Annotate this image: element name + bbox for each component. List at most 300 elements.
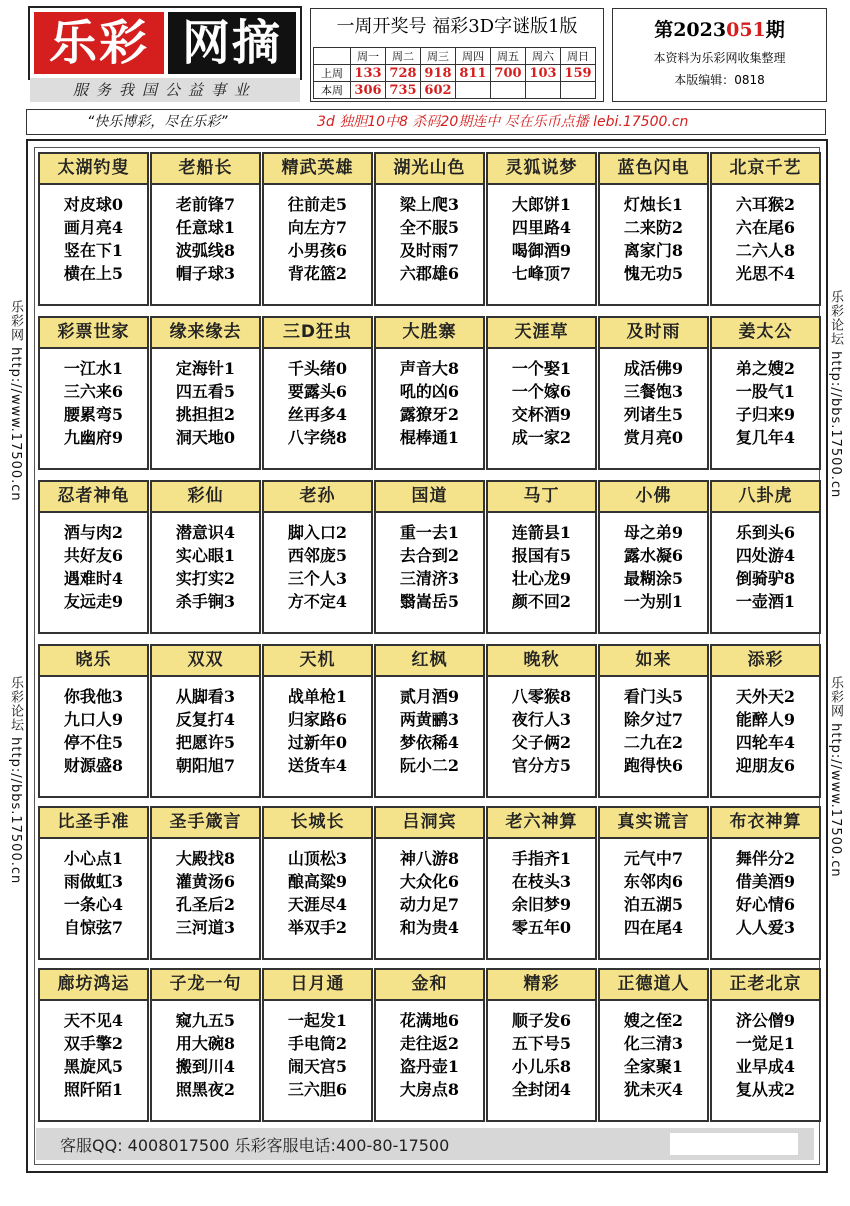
- editor-note: 本版编辑：0818: [674, 73, 765, 87]
- puzzle-line: 犹未灭4: [623, 1080, 684, 1099]
- puzzle-card: [598, 152, 709, 306]
- puzzle-line: 横在上5: [63, 264, 124, 283]
- puzzle-card: [710, 152, 821, 306]
- puzzle-line: 官分方5: [511, 756, 572, 775]
- draw-number: 103: [526, 65, 561, 82]
- puzzle-card-title: 老六神算: [488, 808, 595, 839]
- puzzle-line: 二六人8: [735, 241, 796, 260]
- puzzle-line: 颜不回2: [511, 592, 572, 611]
- collect-note: 本资料为乐彩网收集整理: [653, 51, 786, 65]
- puzzle-line: 反复打4: [175, 710, 236, 729]
- puzzle-line: 济公僧9: [735, 1011, 796, 1030]
- puzzle-line: 九口人9: [63, 710, 124, 729]
- puzzle-card-title: 大胜寨: [376, 318, 483, 349]
- puzzle-line: 大殿找8: [175, 849, 236, 868]
- puzzle-card-title: 晓乐: [40, 646, 147, 677]
- puzzle-card-title: 北京千艺: [712, 154, 819, 185]
- puzzle-line: 灌黄汤6: [175, 872, 236, 891]
- puzzle-line: 往前走5: [287, 195, 348, 214]
- puzzle-line: 神八游8: [399, 849, 460, 868]
- puzzle-line: 借美酒9: [735, 872, 796, 891]
- puzzle-card: [486, 152, 597, 306]
- puzzle-line: 四里路4: [511, 218, 572, 237]
- weekly-draw-title: 一周开奖号 福彩3D字谜版1版: [336, 16, 578, 37]
- puzzle-line: 复几年4: [735, 428, 796, 447]
- puzzle-line: 双手擎2: [63, 1034, 124, 1053]
- puzzle-line: 一壶酒1: [735, 592, 796, 611]
- weekly-draw-box: [310, 8, 604, 102]
- puzzle-line: 六郡雄6: [399, 264, 460, 283]
- puzzle-line: 自惊弦7: [63, 918, 124, 937]
- puzzle-line: 手电筒2: [287, 1034, 348, 1053]
- puzzle-line: 露獠牙2: [399, 405, 460, 424]
- puzzle-line: 倒骑驴8: [735, 569, 796, 588]
- puzzle-card-title: 八卦虎: [712, 482, 819, 513]
- puzzle-line: 西邻庞5: [287, 546, 348, 565]
- puzzle-line: 共好友6: [63, 546, 124, 565]
- puzzle-card-title: 真实谎言: [600, 808, 707, 839]
- puzzle-card-lines: [600, 185, 707, 285]
- puzzle-line: 六在尾6: [735, 218, 796, 237]
- puzzle-line: 全封闭4: [511, 1080, 572, 1099]
- puzzle-line: 成活佛9: [623, 359, 684, 378]
- puzzle-card-lines: [40, 185, 147, 285]
- puzzle-line: 小男孩6: [287, 241, 348, 260]
- puzzle-card: [710, 806, 821, 960]
- puzzle-line: 弟之嫂2: [735, 359, 796, 378]
- puzzle-line: 天不见4: [63, 1011, 124, 1030]
- puzzle-line: 方不定4: [287, 592, 348, 611]
- draw-number: 728: [386, 65, 421, 82]
- puzzle-line: 手指齐1: [511, 849, 572, 868]
- puzzle-line: 元气中7: [623, 849, 684, 868]
- puzzle-line: 千头绪0: [287, 359, 348, 378]
- puzzle-card-lines: [264, 185, 371, 285]
- puzzle-card-lines: [264, 349, 371, 449]
- puzzle-card-title: 天机: [264, 646, 371, 677]
- puzzle-card-lines: [712, 349, 819, 449]
- puzzle-line: 搬到川4: [175, 1057, 236, 1076]
- puzzle-line: 天涯尽4: [287, 895, 348, 914]
- puzzle-card-title: 正老北京: [712, 970, 819, 1001]
- puzzle-line: 舞伴分2: [735, 849, 796, 868]
- puzzle-line: 战单枪1: [287, 687, 348, 706]
- puzzle-card-lines: [376, 1001, 483, 1101]
- footer-contact: 客服QQ: 4008017500 乐彩客服电话:400-80-17500: [60, 1136, 450, 1155]
- puzzle-card-title: 姜太公: [712, 318, 819, 349]
- puzzle-card: [710, 968, 821, 1122]
- puzzle-line: 盗丹壶1: [399, 1057, 460, 1076]
- puzzle-line: 父子俩2: [511, 733, 572, 752]
- puzzle-line: 及时雨7: [399, 241, 460, 260]
- puzzle-line: 丝再多4: [287, 405, 348, 424]
- puzzle-card-title: 彩票世家: [40, 318, 147, 349]
- puzzle-line: 声音大8: [399, 359, 460, 378]
- puzzle-card-title: 如来: [600, 646, 707, 677]
- draw-number: 306: [351, 82, 386, 99]
- puzzle-line: 大房点8: [399, 1080, 460, 1099]
- puzzle-card-lines: [152, 1001, 259, 1101]
- puzzle-card: [598, 968, 709, 1122]
- puzzle-line: 最糊涂5: [623, 569, 684, 588]
- puzzle-line: 夜行人3: [511, 710, 572, 729]
- puzzle-line: 三清济3: [399, 569, 460, 588]
- puzzle-card: [262, 968, 373, 1122]
- day-header: 周二: [386, 48, 421, 65]
- issue-num: 051: [726, 19, 766, 41]
- puzzle-line: 重一去1: [399, 523, 460, 542]
- side-text-right-bottom: 乐彩网 http://www.17500.cn: [828, 676, 843, 878]
- puzzle-line: 雨做虹3: [63, 872, 124, 891]
- puzzle-line: 送货车4: [287, 756, 348, 775]
- puzzle-line: 腰累弯5: [63, 405, 124, 424]
- puzzle-card-lines: [40, 349, 147, 449]
- puzzle-card-title: 蓝色闪电: [600, 154, 707, 185]
- puzzle-line: 窥九五5: [175, 1011, 236, 1030]
- puzzle-card: [150, 806, 261, 960]
- issue-number: [613, 15, 826, 42]
- puzzle-card: [486, 968, 597, 1122]
- puzzle-line: 看门头5: [623, 687, 684, 706]
- puzzle-card-title: 日月通: [264, 970, 371, 1001]
- puzzle-line: 阮小二2: [399, 756, 460, 775]
- puzzle-card-title: 湖光山色: [376, 154, 483, 185]
- issue-box: [612, 8, 827, 102]
- puzzle-card-lines: [600, 513, 707, 613]
- puzzle-card-title: 精武英雄: [264, 154, 371, 185]
- puzzle-card: [486, 806, 597, 960]
- puzzle-line: 孔圣后2: [175, 895, 236, 914]
- puzzle-card-title: 红枫: [376, 646, 483, 677]
- puzzle-card: [374, 152, 485, 306]
- puzzle-line: 全不服5: [399, 218, 460, 237]
- weekly-draw-table: [313, 47, 596, 99]
- puzzle-line: 照阡陌1: [63, 1080, 124, 1099]
- puzzle-line: 画月亮4: [63, 218, 124, 237]
- puzzle-card-lines: [600, 677, 707, 777]
- puzzle-line: 一起发1: [287, 1011, 348, 1030]
- puzzle-line: 脚入口2: [287, 523, 348, 542]
- puzzle-line: 要露头6: [287, 382, 348, 401]
- draw-number: 700: [491, 65, 526, 82]
- puzzle-line: 把愿许5: [175, 733, 236, 752]
- banner-motto: “快乐博彩，尽在乐彩”: [87, 114, 228, 130]
- puzzle-line: 杀手锏3: [175, 592, 236, 611]
- puzzle-card: [38, 644, 149, 798]
- puzzle-line: 大郎饼1: [511, 195, 572, 214]
- puzzle-card-lines: [40, 513, 147, 613]
- issue-prefix: 第2023: [654, 19, 727, 41]
- side-text-right-top: 乐彩论坛 http://bbs.17500.cn: [828, 290, 843, 499]
- puzzle-line: 酿高粱9: [287, 872, 348, 891]
- puzzle-line: 老前锋7: [175, 195, 236, 214]
- puzzle-card: [150, 480, 261, 634]
- puzzle-line: 全家聚1: [623, 1057, 684, 1076]
- puzzle-line: 大众化6: [399, 872, 460, 891]
- puzzle-line: 四处游4: [735, 546, 796, 565]
- puzzle-card-title: 圣手箴言: [152, 808, 259, 839]
- puzzle-line: 八零猴8: [511, 687, 572, 706]
- puzzle-card-title: 小佛: [600, 482, 707, 513]
- puzzle-line: 一条心4: [63, 895, 124, 914]
- puzzle-line: 一个娶1: [511, 359, 572, 378]
- puzzle-line: 报国有5: [511, 546, 572, 565]
- banner-promo: 3d 独胆10中8 杀码20期连中 尽在乐币点播 lebi.17500.cn: [317, 114, 689, 130]
- puzzle-line: 照黑夜2: [175, 1080, 236, 1099]
- puzzle-line: 化三清3: [623, 1034, 684, 1053]
- logo-left-text: 乐彩: [34, 12, 164, 74]
- puzzle-card: [486, 316, 597, 470]
- puzzle-card-title: 精彩: [488, 970, 595, 1001]
- puzzle-line: 一为别1: [623, 592, 684, 611]
- puzzle-card: [598, 480, 709, 634]
- puzzle-card-lines: [264, 839, 371, 939]
- puzzle-line: 酒与肉2: [63, 523, 124, 542]
- puzzle-card-lines: [712, 185, 819, 285]
- puzzle-line: 灯烛长1: [623, 195, 684, 214]
- puzzle-line: 迎朋友6: [735, 756, 796, 775]
- puzzle-line: 闹天宫5: [287, 1057, 348, 1076]
- puzzle-card: [598, 644, 709, 798]
- puzzle-line: 三河道3: [175, 918, 236, 937]
- puzzle-line: 梦依稀4: [399, 733, 460, 752]
- puzzle-line: 四五看5: [175, 382, 236, 401]
- puzzle-line: 举双手2: [287, 918, 348, 937]
- puzzle-card-lines: [40, 1001, 147, 1101]
- puzzle-line: 梁上爬3: [399, 195, 460, 214]
- puzzle-card-lines: [152, 839, 259, 939]
- puzzle-line: 二九在2: [623, 733, 684, 752]
- draw-number: [491, 82, 526, 99]
- puzzle-line: 一觉足1: [735, 1034, 796, 1053]
- puzzle-line: 任意球1: [175, 218, 236, 237]
- puzzle-card: [38, 152, 149, 306]
- puzzle-line: 挑担担2: [175, 405, 236, 424]
- puzzle-line: 黑旋风5: [63, 1057, 124, 1076]
- puzzle-line: 潜意识4: [175, 523, 236, 542]
- puzzle-card: [374, 968, 485, 1122]
- puzzle-card-lines: [600, 839, 707, 939]
- side-text-left-top: 乐彩网 http://www.17500.cn: [8, 300, 23, 502]
- puzzle-line: 喝御酒9: [511, 241, 572, 260]
- puzzle-card-lines: [488, 1001, 595, 1101]
- logo-right-text: 网摘: [168, 12, 296, 74]
- puzzle-line: 向左方7: [287, 218, 348, 237]
- logo: [28, 6, 302, 80]
- puzzle-card-title: 老孙: [264, 482, 371, 513]
- puzzle-line: 乐到头6: [735, 523, 796, 542]
- draw-number: 159: [561, 65, 596, 82]
- puzzle-card: [710, 316, 821, 470]
- puzzle-line: 财源盛8: [63, 756, 124, 775]
- puzzle-card-lines: [600, 1001, 707, 1101]
- puzzle-card: [262, 644, 373, 798]
- puzzle-line: 你我他3: [63, 687, 124, 706]
- puzzle-card: [374, 644, 485, 798]
- puzzle-line: 好心情6: [735, 895, 796, 914]
- puzzle-card-title: 正德道人: [600, 970, 707, 1001]
- draw-number: [456, 82, 491, 99]
- slogan: 服务我国公益事业: [30, 78, 300, 102]
- puzzle-line: 人人爱3: [735, 918, 796, 937]
- puzzle-line: 吼的凶6: [399, 382, 460, 401]
- puzzle-card-lines: [376, 349, 483, 449]
- puzzle-line: 一江水1: [63, 359, 124, 378]
- puzzle-card-title: 缘来缘去: [152, 318, 259, 349]
- puzzle-card-title: 天涯草: [488, 318, 595, 349]
- draw-number: [526, 82, 561, 99]
- puzzle-card-lines: [376, 677, 483, 777]
- puzzle-card-title: 马丁: [488, 482, 595, 513]
- puzzle-line: 露水凝6: [623, 546, 684, 565]
- puzzle-line: 能醉人9: [735, 710, 796, 729]
- footer-blank-box: [670, 1133, 798, 1155]
- puzzle-card-title: 彩仙: [152, 482, 259, 513]
- puzzle-card-lines: [264, 513, 371, 613]
- puzzle-line: 八字绕8: [287, 428, 348, 447]
- puzzle-line: 一个嫁6: [511, 382, 572, 401]
- draw-number: 918: [421, 65, 456, 82]
- puzzle-line: 离家门8: [623, 241, 684, 260]
- puzzle-card-lines: [600, 349, 707, 449]
- puzzle-card-title: 金和: [376, 970, 483, 1001]
- puzzle-line: 竖在下1: [63, 241, 124, 260]
- puzzle-card-lines: [40, 839, 147, 939]
- puzzle-line: 遇难时4: [63, 569, 124, 588]
- puzzle-card-lines: [712, 513, 819, 613]
- puzzle-line: 贰月酒9: [399, 687, 460, 706]
- puzzle-card-lines: [376, 839, 483, 939]
- puzzle-card: [38, 480, 149, 634]
- puzzle-line: 小儿乐8: [511, 1057, 572, 1076]
- puzzle-line: 朝阳旭7: [175, 756, 236, 775]
- puzzle-line: 和为贵4: [399, 918, 460, 937]
- draw-number: 811: [456, 65, 491, 82]
- puzzle-card-lines: [488, 839, 595, 939]
- puzzle-line: 从脚看3: [175, 687, 236, 706]
- puzzle-card-title: 比圣手准: [40, 808, 147, 839]
- puzzle-line: 壮心龙9: [511, 569, 572, 588]
- puzzle-card-title: 老船长: [152, 154, 259, 185]
- puzzle-card: [150, 968, 261, 1122]
- puzzle-line: 业早成4: [735, 1057, 796, 1076]
- day-header: 周日: [561, 48, 596, 65]
- day-header: 周三: [421, 48, 456, 65]
- puzzle-card-lines: [488, 349, 595, 449]
- puzzle-line: 三餐饱3: [623, 382, 684, 401]
- puzzle-card-title: 吕洞宾: [376, 808, 483, 839]
- puzzle-card: [150, 316, 261, 470]
- puzzle-card: [374, 806, 485, 960]
- puzzle-line: 过新年0: [287, 733, 348, 752]
- puzzle-line: 东邻肉6: [623, 872, 684, 891]
- puzzle-line: 九幽府9: [63, 428, 124, 447]
- puzzle-card-title: 忍者神龟: [40, 482, 147, 513]
- puzzle-card-lines: [712, 1001, 819, 1101]
- puzzle-line: 归家路6: [287, 710, 348, 729]
- table-corner: [314, 48, 351, 65]
- puzzle-line: 山顶松3: [287, 849, 348, 868]
- draw-number: [561, 82, 596, 99]
- draw-number: 133: [351, 65, 386, 82]
- puzzle-line: 五下号5: [511, 1034, 572, 1053]
- side-text-left-bottom: 乐彩论坛 http://bbs.17500.cn: [8, 676, 23, 885]
- puzzle-line: 三六来6: [63, 382, 124, 401]
- puzzle-card: [150, 152, 261, 306]
- day-header: 周四: [456, 48, 491, 65]
- puzzle-card: [38, 968, 149, 1122]
- puzzle-line: 一股气1: [735, 382, 796, 401]
- draw-number: 602: [421, 82, 456, 99]
- puzzle-card-lines: [376, 185, 483, 285]
- puzzle-card: [262, 480, 373, 634]
- puzzle-line: 洞天地0: [175, 428, 236, 447]
- day-header: 周六: [526, 48, 561, 65]
- puzzle-line: 四轮车4: [735, 733, 796, 752]
- puzzle-card-lines: [376, 513, 483, 613]
- puzzle-line: 跑得快6: [623, 756, 684, 775]
- puzzle-line: 动力足7: [399, 895, 460, 914]
- puzzle-line: 三六胆6: [287, 1080, 348, 1099]
- puzzle-line: 走往返2: [399, 1034, 460, 1053]
- puzzle-line: 在枝头3: [511, 872, 572, 891]
- day-header: 周五: [491, 48, 526, 65]
- puzzle-line: 交杯酒9: [511, 405, 572, 424]
- puzzle-card-lines: [488, 185, 595, 285]
- day-header: 周一: [351, 48, 386, 65]
- puzzle-line: 波弧线8: [175, 241, 236, 260]
- puzzle-line: 对皮球0: [63, 195, 124, 214]
- banner: [26, 109, 826, 135]
- puzzle-card-title: 国道: [376, 482, 483, 513]
- puzzle-card-lines: [152, 185, 259, 285]
- puzzle-card-lines: [712, 677, 819, 777]
- puzzle-card: [598, 806, 709, 960]
- puzzle-line: 子归来9: [735, 405, 796, 424]
- puzzle-line: 三个人3: [287, 569, 348, 588]
- puzzle-card-title: 长城长: [264, 808, 371, 839]
- puzzle-card-title: 廊坊鸿运: [40, 970, 147, 1001]
- puzzle-line: 零五年0: [511, 918, 572, 937]
- puzzle-card: [262, 806, 373, 960]
- puzzle-card-lines: [264, 677, 371, 777]
- puzzle-line: 花满地6: [399, 1011, 460, 1030]
- this-week-label: 本周: [314, 82, 351, 99]
- puzzle-card-title: 晚秋: [488, 646, 595, 677]
- puzzle-line: 二来防2: [623, 218, 684, 237]
- puzzle-line: 帽子球3: [175, 264, 236, 283]
- puzzle-line: 成一家2: [511, 428, 572, 447]
- puzzle-line: 定海针1: [175, 359, 236, 378]
- puzzle-card-title: 双双: [152, 646, 259, 677]
- puzzle-card: [38, 806, 149, 960]
- puzzle-line: 实心眼1: [175, 546, 236, 565]
- puzzle-line: 泊五湖5: [623, 895, 684, 914]
- puzzle-card: [374, 316, 485, 470]
- puzzle-line: 天外天2: [735, 687, 796, 706]
- puzzle-card-lines: [712, 839, 819, 939]
- puzzle-card: [150, 644, 261, 798]
- puzzle-card-lines: [152, 677, 259, 777]
- puzzle-line: 余旧梦9: [511, 895, 572, 914]
- puzzle-card-lines: [40, 677, 147, 777]
- puzzle-line: 愧无功5: [623, 264, 684, 283]
- issue-suffix: 期: [765, 19, 785, 41]
- puzzle-line: 顺子发6: [511, 1011, 572, 1030]
- puzzle-line: 除夕过7: [623, 710, 684, 729]
- puzzle-line: 棍棒通1: [399, 428, 460, 447]
- puzzle-line: 小心点1: [63, 849, 124, 868]
